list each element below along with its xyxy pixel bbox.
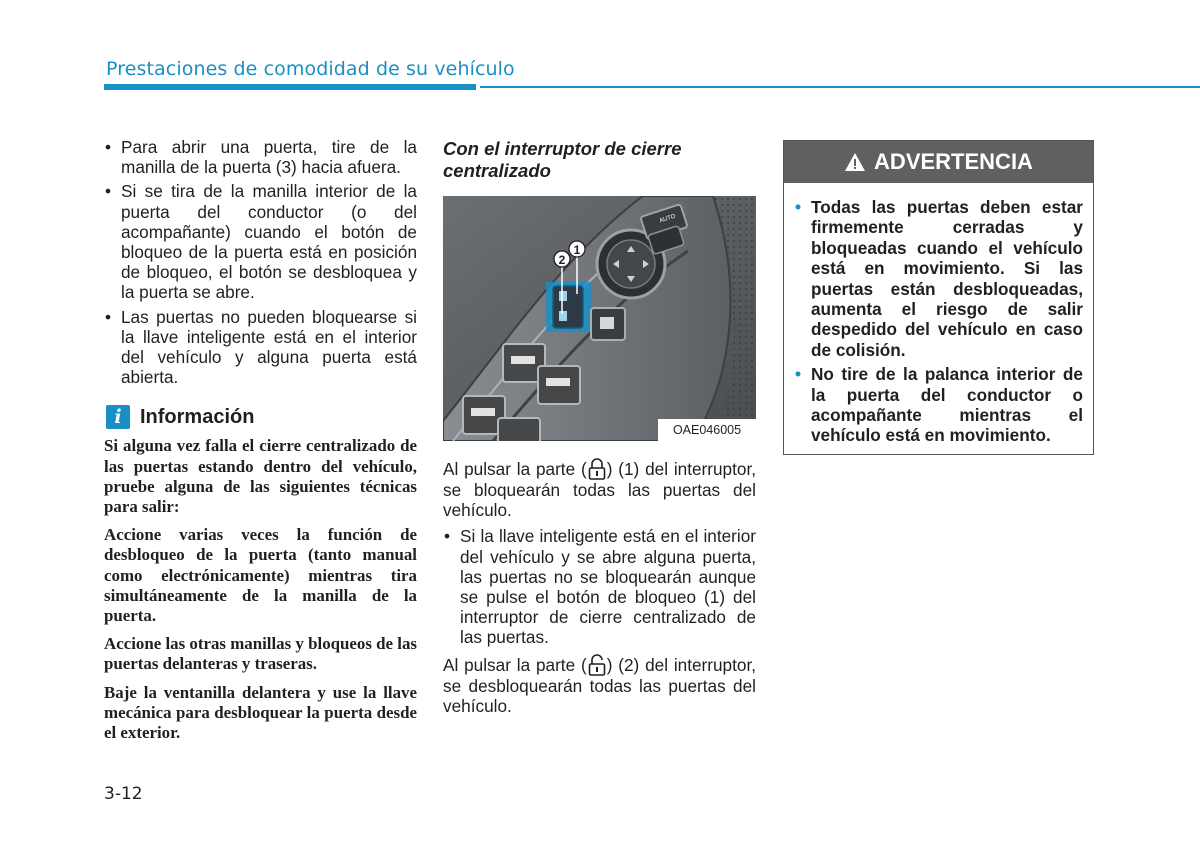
- bullet-list: [104, 137, 417, 387]
- info-paragraph: Accione las otras manillas y bloqueos de las puertas delanteras y traseras.: [104, 634, 417, 674]
- bullet-item: • Para abrir una puerta, tire de la manilla de la puerta (3) hacia afuera.: [104, 137, 417, 177]
- door-panel-illustration: [443, 196, 756, 441]
- bullet-item: • Las puertas no pueden bloquearse si la llave inteligente está en el interior del vehículo y alguna puerta está abierta.: [104, 307, 417, 388]
- auto-label: AUTO: [658, 213, 677, 225]
- figure-code: OAE046005: [658, 419, 756, 441]
- unlock-icon: [587, 654, 607, 676]
- callout-1: 1: [573, 243, 581, 257]
- info-paragraph: Baje la ventanilla delantera y use la llave mecánica para desbloquear la puerta desde el exterior.: [104, 682, 417, 743]
- lock-paragraph: [443, 458, 756, 520]
- warning-item: • No tire de la palanca interior de la puerta del conductor o acompañante mientras el vehículo está en movimiento.: [794, 364, 1083, 446]
- warning-triangle-icon: [844, 152, 866, 172]
- section-title: Con el interruptor de cierre centralizado: [443, 138, 682, 181]
- unlock-paragraph-end: ) (2) del interruptor, se desbloquearán todas las puertas del vehículo.: [443, 654, 756, 716]
- info-title: Información: [140, 405, 255, 428]
- header-rule: [104, 84, 476, 90]
- column-middle: [443, 138, 756, 716]
- warning-box: [783, 140, 1094, 455]
- warning-header: [784, 141, 1093, 183]
- unlock-paragraph: [443, 654, 756, 716]
- header-rule-thin: [480, 86, 1200, 88]
- warning-list: [794, 197, 1083, 446]
- column-left: [104, 137, 417, 751]
- lock-paragraph-start: Al pulsar la parte (: [443, 459, 587, 479]
- info-paragraph: Si alguna vez falla el cierre centralizado de las puertas estando dentro del vehículo, pruebe alguna de las siguientes técnicas para salir:: [104, 436, 417, 517]
- lock-icon: [587, 458, 607, 480]
- header-title: Prestaciones de comodidad de su vehículo: [106, 58, 515, 80]
- callout-2: 2: [558, 253, 566, 267]
- info-header: [104, 404, 417, 430]
- unlock-paragraph-start: Al pulsar la parte (: [443, 654, 587, 675]
- warning-item: • Todas las puertas deben estar firmemente cerradas y bloqueadas cuando el vehículo está en movimiento. Si las puertas están desbloqueadas, aumenta el riesgo de salir despedido del vehículo en caso de colisión.: [794, 197, 1083, 360]
- page-number: 3-12: [104, 784, 143, 804]
- bullet-list: [443, 526, 756, 647]
- info-paragraph: Accione varias veces la función de desbloqueo de la puerta (tanto manual como electrónicamente) mientras tira simultáneamente de la manilla de la puerta.: [104, 525, 417, 626]
- warning-title: ADVERTENCIA: [874, 149, 1033, 174]
- info-icon: i: [106, 405, 130, 429]
- lock-paragraph-end: ) (1) del interruptor, se bloquearán todas las puertas del vehículo.: [443, 459, 756, 521]
- door-switch-figure: [443, 196, 756, 441]
- bullet-item: • Si la llave inteligente está en el interior del vehículo y se abre alguna puerta, las puertas no se bloquearán aunque se pulse el botón de bloqueo (1) del interruptor de cierre centralizado de las puertas.: [443, 526, 756, 647]
- info-body: [104, 436, 417, 743]
- bullet-item: • Si se tira de la manilla interior de la puerta del conductor (o del acompañante) cuando el botón de bloqueo de la puerta está en posición de bloqueo, el botón se desbloquea y la puerta se abre.: [104, 181, 417, 302]
